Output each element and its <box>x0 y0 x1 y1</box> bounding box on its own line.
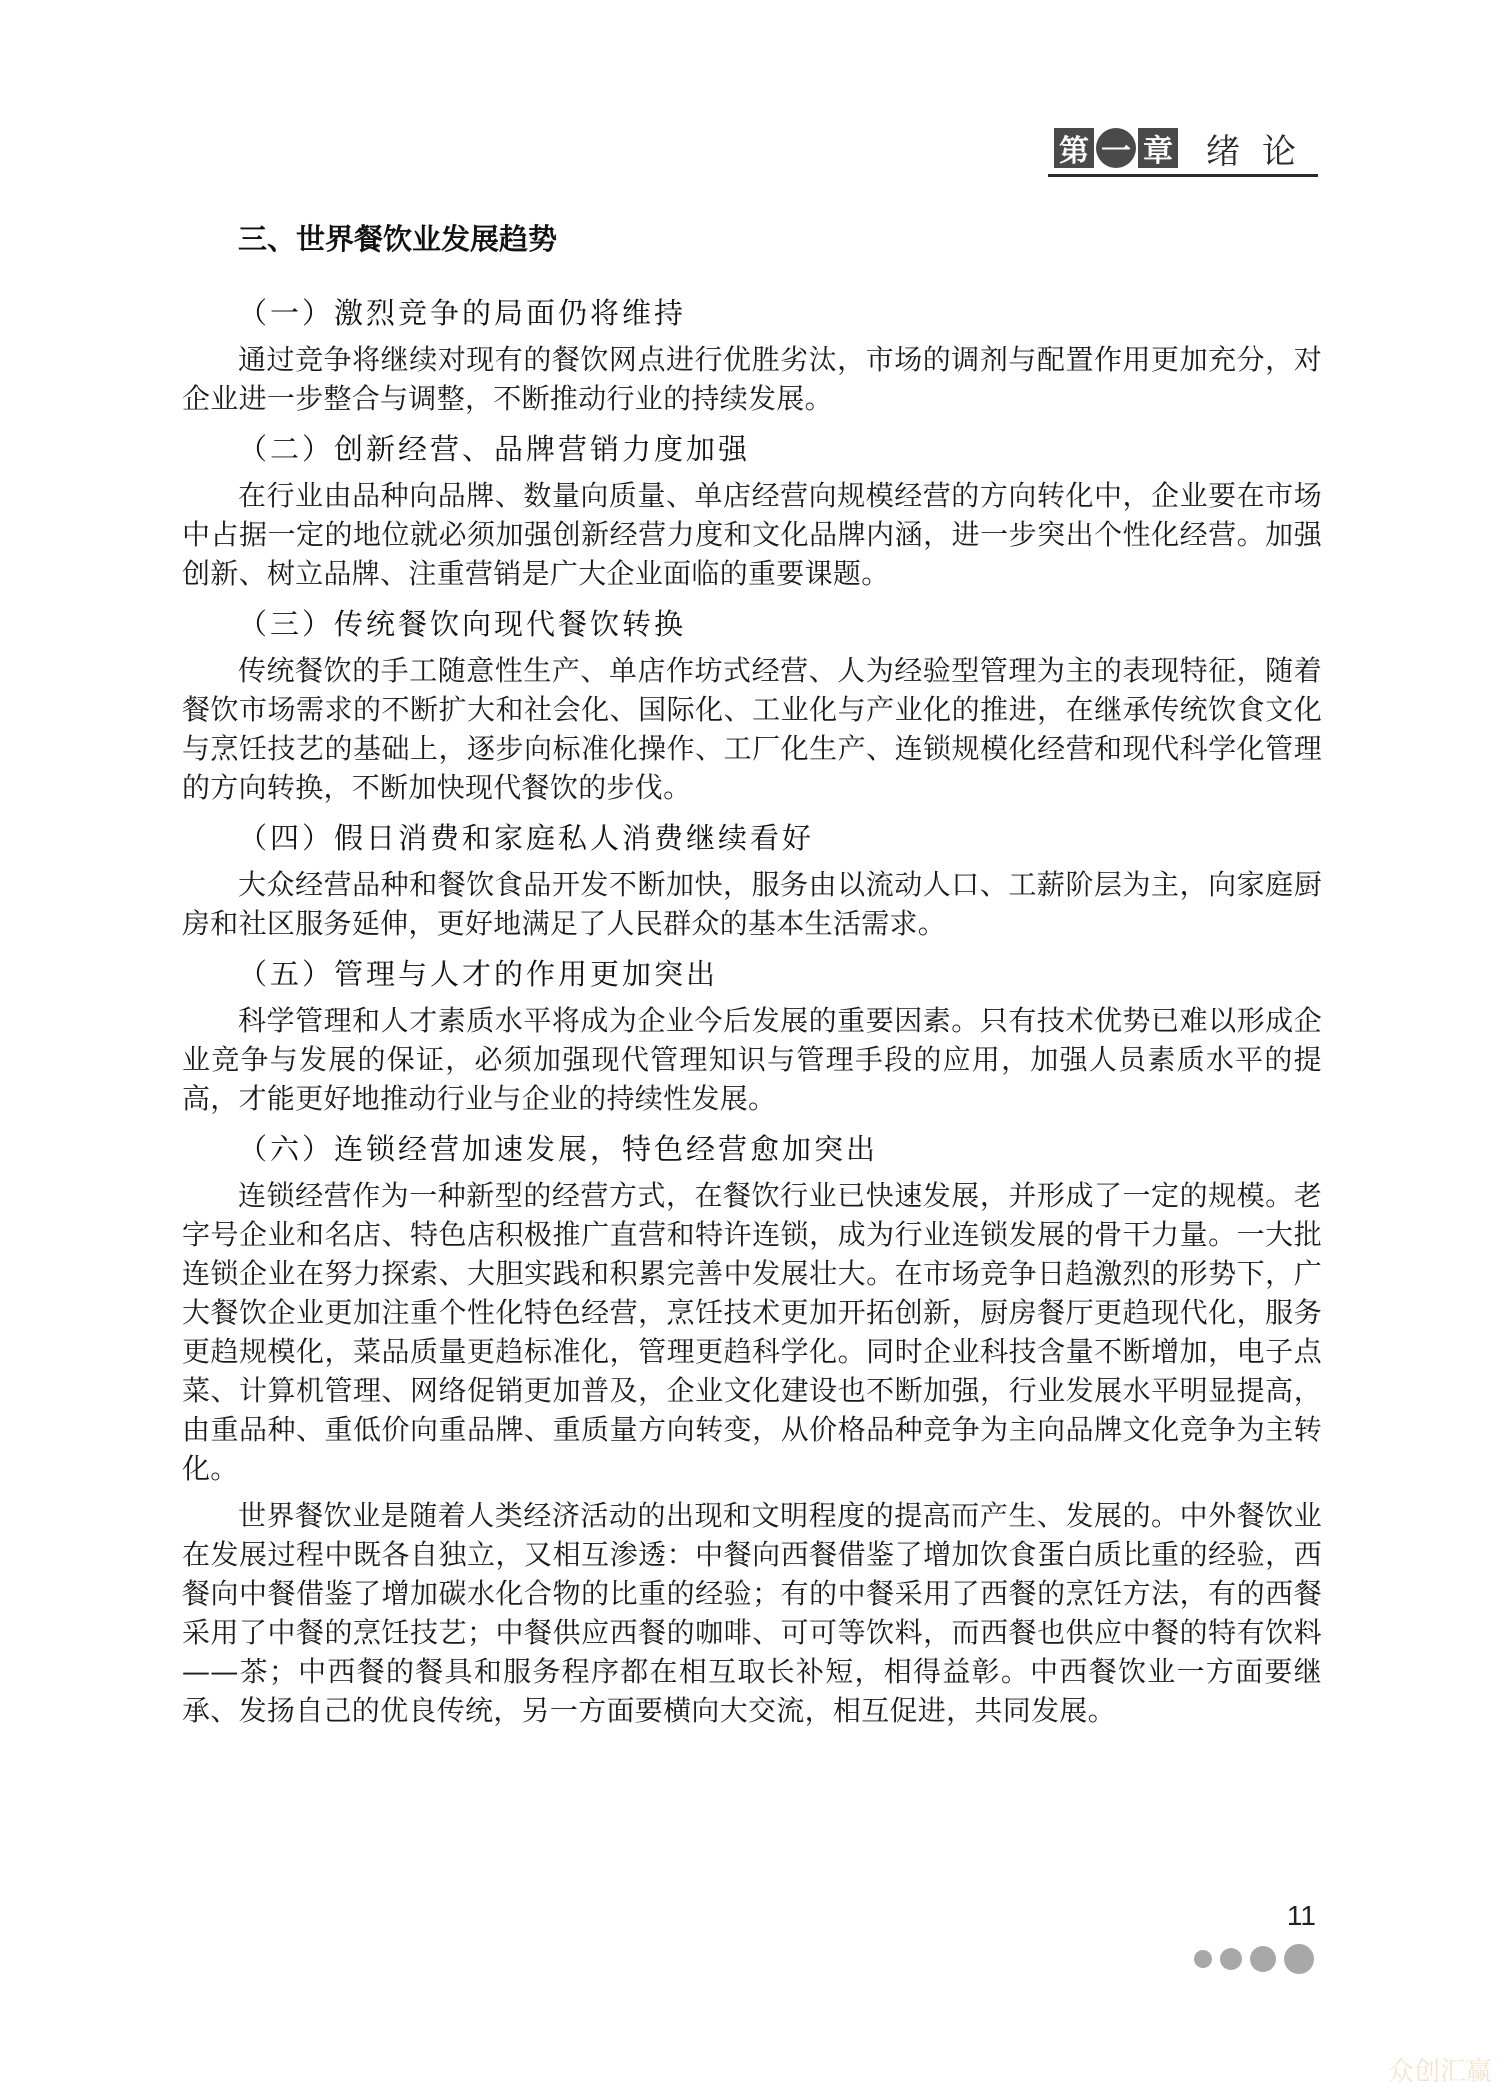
subsection-2 <box>182 426 1322 593</box>
subsection-1 <box>182 290 1322 418</box>
chapter-header <box>1054 124 1318 172</box>
subsection-heading: （四）假日消费和家庭私人消费继续看好 <box>238 821 815 855</box>
page-content <box>182 212 1322 1738</box>
subsection-5 <box>182 951 1322 1118</box>
dot-icon <box>1220 1948 1242 1970</box>
chapter-title: 绪论 <box>1206 131 1318 172</box>
dot-icon <box>1194 1950 1212 1968</box>
paragraph: 世界餐饮业是随着人类经济活动的出现和文明程度的提高而产生、发展的。中外餐饮业在发展过程中既各自独立，又相互渗透：中餐向西餐借鉴了增加饮食蛋白质比重的经验，西餐向中餐借鉴了增加碳水化合物的比重的经验；有的中餐采用了西餐的烹饪方法，有的西餐采用了中餐的烹饪技艺；中餐供应西餐的咖啡、可可等饮料，而西餐也供应中餐的特有饮料——茶；中西餐的餐具和服务程序都在相互取长补短，相得益彰。中西餐饮业一方面要继承、发扬自己的优良传统，另一方面要横向大交流，相互促进，共同发展。 <box>182 1499 1322 1727</box>
section-heading: 三、世界餐饮业发展趋势 <box>238 222 558 256</box>
decorative-dots <box>1186 1944 1314 1974</box>
watermark: 众创汇赢 <box>1387 2057 1492 2087</box>
subsection-heading: （一）激烈竞争的局面仍将维持 <box>238 296 687 330</box>
paragraph: 大众经营品种和餐饮食品开发不断加快，服务由以流动人口、工薪阶层为主，向家庭厨房和社区服务延伸，更好地满足了人民群众的基本生活需求。 <box>182 868 1322 940</box>
paragraph: 传统餐饮的手工随意性生产、单店作坊式经营、人为经验型管理为主的表现特征，随着餐饮市场需求的不断扩大和社会化、国际化、工业化与产业化的推进，在继承传统饮食文化与烹饪技艺的基础上，逐步向标准化操作、工厂化生产、连锁规模化经营和现代科学化管理的方向转换，不断加快现代餐饮的步伐。 <box>182 654 1322 804</box>
subsection-heading: （六）连锁经营加速发展，特色经营愈加突出 <box>238 1132 879 1166</box>
chapter-prefix-box: 第 <box>1054 128 1094 168</box>
subsection-heading: （三）传统餐饮向现代餐饮转换 <box>238 607 687 641</box>
dot-icon <box>1284 1944 1314 1974</box>
header-divider <box>1048 174 1318 177</box>
chapter-suffix-box: 章 <box>1138 128 1178 168</box>
chapter-number-circle: 一 <box>1096 128 1136 168</box>
dot-icon <box>1250 1946 1276 1972</box>
paragraph: 通过竞争将继续对现有的餐饮网点进行优胜劣汰，市场的调剂与配置作用更加充分，对企业进一步整合与调整，不断推动行业的持续发展。 <box>182 343 1322 415</box>
subsection-3 <box>182 601 1322 807</box>
subsection-4 <box>182 815 1322 943</box>
paragraph: 科学管理和人才素质水平将成为企业今后发展的重要因素。只有技术优势已难以形成企业竞争与发展的保证，必须加强现代管理知识与管理手段的应用，加强人员素质水平的提高，才能更好地推动行业与企业的持续性发展。 <box>182 1004 1322 1115</box>
paragraph: 在行业由品种向品牌、数量向质量、单店经营向规模经营的方向转化中，企业要在市场中占据一定的地位就必须加强创新经营力度和文化品牌内涵，进一步突出个性化经营。加强创新、树立品牌、注重营销是广大企业面临的重要课题。 <box>182 479 1322 590</box>
subsection-heading: （五）管理与人才的作用更加突出 <box>238 957 719 991</box>
subsection-6 <box>182 1126 1322 1730</box>
paragraph: 连锁经营作为一种新型的经营方式，在餐饮行业已快速发展，并形成了一定的规模。老字号企业和名店、特色店积极推广直营和特许连锁，成为行业连锁发展的骨干力量。一大批连锁企业在努力探索、大胆实践和积累完善中发展壮大。在市场竞争日趋激烈的形势下，广大餐饮企业更加注重个性化特色经营，烹饪技术更加开拓创新，厨房餐厅更趋现代化，服务更趋规模化，菜品质量更趋标准化，管理更趋科学化。同时企业科技含量不断增加，电子点菜、计算机管理、网络促销更加普及，企业文化建设也不断加强，行业发展水平明显提高，由重品种、重低价向重品牌、重质量方向转变，从价格品种竞争为主向品牌文化竞争为主转化。 <box>182 1179 1322 1485</box>
page-number: 11 <box>1286 1900 1316 1931</box>
subsection-heading: （二）创新经营、品牌营销力度加强 <box>238 432 751 466</box>
